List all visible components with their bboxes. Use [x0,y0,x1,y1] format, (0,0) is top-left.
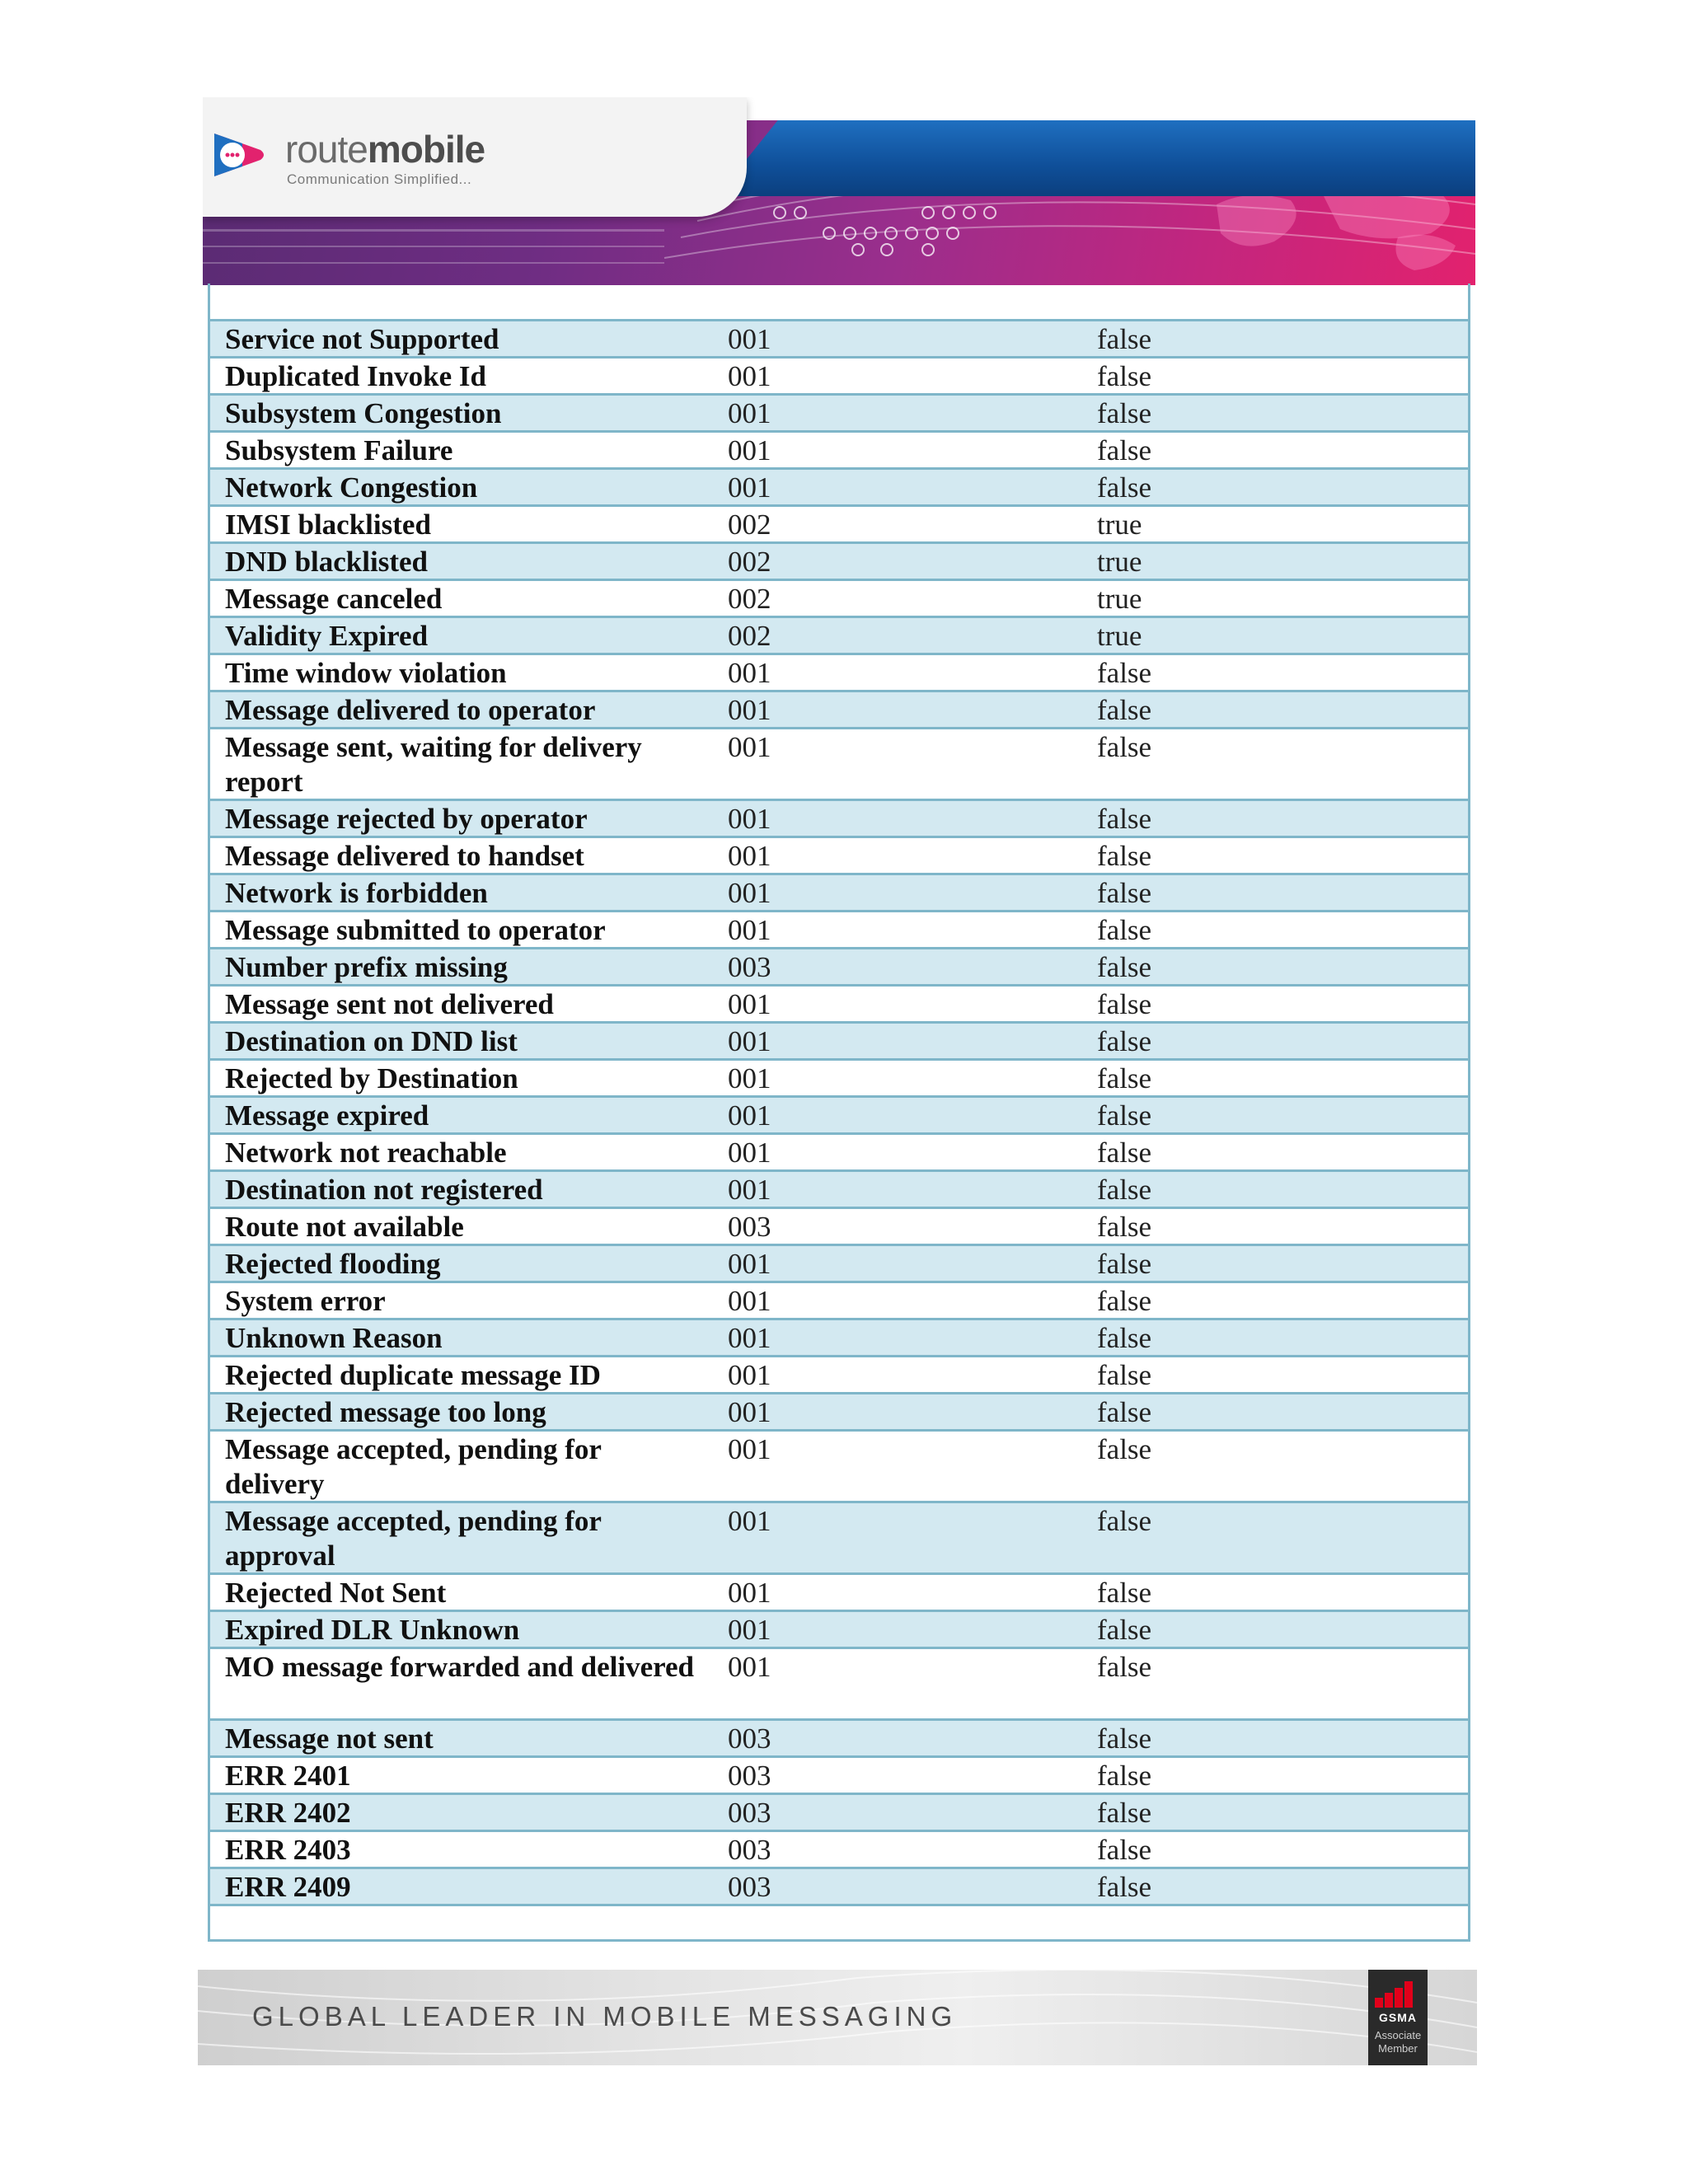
row-description: Message delivered to operator [225,694,596,726]
row-flag: false [1097,1396,1152,1428]
table-row [210,359,1468,396]
row-description: Message delivered to handset [225,840,584,872]
table-row [210,729,1468,801]
row-flag: false [1097,694,1152,726]
row-flag: false [1097,397,1152,429]
row-flag: false [1097,657,1152,689]
row-description: Unknown Reason [225,1322,443,1354]
row-description: ERR 2401 [225,1760,351,1792]
row-description: IMSI blacklisted [225,509,431,541]
row-flag: true [1097,509,1142,541]
row-flag: true [1097,546,1142,578]
table-row [210,1832,1468,1869]
row-description: Rejected Not Sent [225,1577,447,1609]
row-description: Message sent, waiting for delivery report [225,731,642,798]
table-row [210,321,1468,359]
row-flag: false [1097,1760,1152,1792]
row-code: 003 [728,1211,771,1243]
row-flag: true [1097,583,1142,615]
table-row [210,470,1468,507]
row-description: Rejected message too long [225,1396,546,1428]
table-row [210,396,1468,433]
table-row [210,1098,1468,1135]
row-flag: false [1097,1797,1152,1829]
row-description: ERR 2403 [225,1834,351,1866]
table-row [210,692,1468,729]
row-description: Number prefix missing [225,951,508,983]
row-code: 001 [728,988,771,1020]
row-description: Network Congestion [225,471,478,504]
row-description: Message rejected by operator [225,803,588,835]
row-code: 001 [728,840,771,872]
logo-wordmark: routemobile [285,128,485,171]
gsma-badge [1368,1970,1428,2065]
row-code: 003 [728,1722,771,1755]
table-row [210,1024,1468,1061]
row-flag: false [1097,1025,1152,1057]
row-code: 001 [728,397,771,429]
table-row [210,1135,1468,1172]
row-flag: false [1097,471,1152,504]
row-code: 003 [728,1797,771,1829]
row-description: Message accepted, pending for delivery [225,1433,602,1500]
table-row [210,1432,1468,1503]
table-row [210,875,1468,912]
row-description: Rejected by Destination [225,1062,518,1094]
row-description: Destination on DND list [225,1025,518,1057]
row-description: Service not Supported [225,323,499,355]
row-flag: false [1097,1285,1152,1317]
row-code: 001 [728,1025,771,1057]
table-row [210,801,1468,838]
row-flag: false [1097,1099,1152,1132]
header-banner [203,97,1475,285]
row-flag: false [1097,1614,1152,1646]
table-row [210,1575,1468,1612]
table-row [210,1394,1468,1432]
row-description: Subsystem Congestion [225,397,502,429]
table-row [210,1869,1468,1906]
row-flag: false [1097,840,1152,872]
row-flag: false [1097,1137,1152,1169]
row-code: 001 [728,1505,771,1537]
row-flag: false [1097,1433,1152,1465]
row-code: 001 [728,914,771,946]
row-flag: false [1097,803,1152,835]
row-description: Route not available [225,1211,464,1243]
row-flag: false [1097,1834,1152,1866]
header-blue-band [717,120,1475,196]
row-flag: false [1097,1211,1152,1243]
row-description: Subsystem Failure [225,434,453,466]
row-code: 002 [728,509,771,541]
row-code: 001 [728,360,771,392]
row-description: Message not sent [225,1722,434,1755]
gsma-bars-icon [1375,1978,1421,2008]
table-top-spacer [210,284,1468,321]
row-description: Message submitted to operator [225,914,606,946]
row-flag: false [1097,731,1152,763]
row-description: Time window violation [225,657,507,689]
row-flag: false [1097,323,1152,355]
gsma-status: Associate Member [1374,2029,1422,2055]
routemobile-logo-icon [209,122,269,188]
row-code: 001 [728,1137,771,1169]
table-row [210,1503,1468,1575]
table-row [210,987,1468,1024]
table-row [210,949,1468,987]
row-flag: false [1097,1359,1152,1391]
row-description: Expired DLR Unknown [225,1614,520,1646]
row-code: 001 [728,1359,771,1391]
row-code: 001 [728,731,771,763]
row-description: Rejected duplicate message ID [225,1359,601,1391]
row-code: 001 [728,1614,771,1646]
row-description: Destination not registered [225,1174,543,1206]
table-row [210,544,1468,581]
row-code: 001 [728,1396,771,1428]
table-row [210,1283,1468,1320]
table-row [210,1649,1468,1721]
row-code: 003 [728,1760,771,1792]
table-row [210,912,1468,949]
row-flag: false [1097,1871,1152,1903]
table-row [210,1209,1468,1246]
row-description: DND blacklisted [225,546,428,578]
table-body [210,321,1468,1906]
status-code-table [208,284,1470,1942]
table-row [210,507,1468,544]
row-flag: false [1097,1722,1152,1755]
logo-tagline: Communication Simplified... [287,171,472,187]
row-description: System error [225,1285,386,1317]
table-row [210,838,1468,875]
row-flag: false [1097,1174,1152,1206]
row-code: 001 [728,1285,771,1317]
row-description: Duplicated Invoke Id [225,360,487,392]
row-flag: false [1097,951,1152,983]
row-code: 001 [728,434,771,466]
table-row [210,655,1468,692]
row-flag: false [1097,988,1152,1020]
row-description: Rejected flooding [225,1248,441,1280]
footer-banner [198,1970,1477,2065]
row-code: 001 [728,1651,771,1683]
row-flag: false [1097,360,1152,392]
row-code: 001 [728,323,771,355]
row-flag: false [1097,434,1152,466]
row-description: Network not reachable [225,1137,507,1169]
row-flag: false [1097,1505,1152,1537]
row-code: 003 [728,951,771,983]
row-flag: false [1097,914,1152,946]
table-row [210,1320,1468,1357]
row-code: 001 [728,1248,771,1280]
row-description: Validity Expired [225,620,429,652]
row-description: MO message forwarded and delivered [225,1651,695,1683]
row-code: 001 [728,803,771,835]
row-code: 002 [728,583,771,615]
logo-plate [203,97,747,217]
footer-tagline: GLOBAL LEADER IN MOBILE MESSAGING [252,2001,958,2032]
row-code: 002 [728,546,771,578]
row-code: 001 [728,694,771,726]
row-description: Message accepted, pending for approval [225,1505,602,1572]
table-row [210,1612,1468,1649]
row-flag: false [1097,1322,1152,1354]
table-row [210,618,1468,655]
row-description: ERR 2409 [225,1871,351,1903]
row-code: 001 [728,1433,771,1465]
row-flag: false [1097,1651,1152,1683]
table-row [210,1795,1468,1832]
table-row [210,1721,1468,1758]
row-flag: false [1097,1248,1152,1280]
row-description: Network is forbidden [225,877,488,909]
row-code: 001 [728,471,771,504]
table-row [210,1357,1468,1394]
row-description: Message canceled [225,583,443,615]
row-flag: false [1097,1062,1152,1094]
row-code: 001 [728,1577,771,1609]
header-top-strip [717,97,1475,120]
row-code: 001 [728,1322,771,1354]
row-description: Message sent not delivered [225,988,554,1020]
row-flag: false [1097,877,1152,909]
row-code: 001 [728,1099,771,1132]
row-code: 001 [728,1062,771,1094]
table-row [210,1758,1468,1795]
row-description: Message expired [225,1099,429,1132]
table-row [210,581,1468,618]
row-flag: false [1097,1577,1152,1609]
row-flag: true [1097,620,1142,652]
row-code: 003 [728,1871,771,1903]
row-code: 001 [728,657,771,689]
gsma-wordmark: GSMA [1379,2011,1417,2024]
table-row [210,1172,1468,1209]
row-code: 003 [728,1834,771,1866]
row-description: ERR 2402 [225,1797,351,1829]
table-row [210,1061,1468,1098]
row-code: 001 [728,1174,771,1206]
table-row [210,1246,1468,1283]
table-row [210,433,1468,470]
row-code: 002 [728,620,771,652]
row-code: 001 [728,877,771,909]
